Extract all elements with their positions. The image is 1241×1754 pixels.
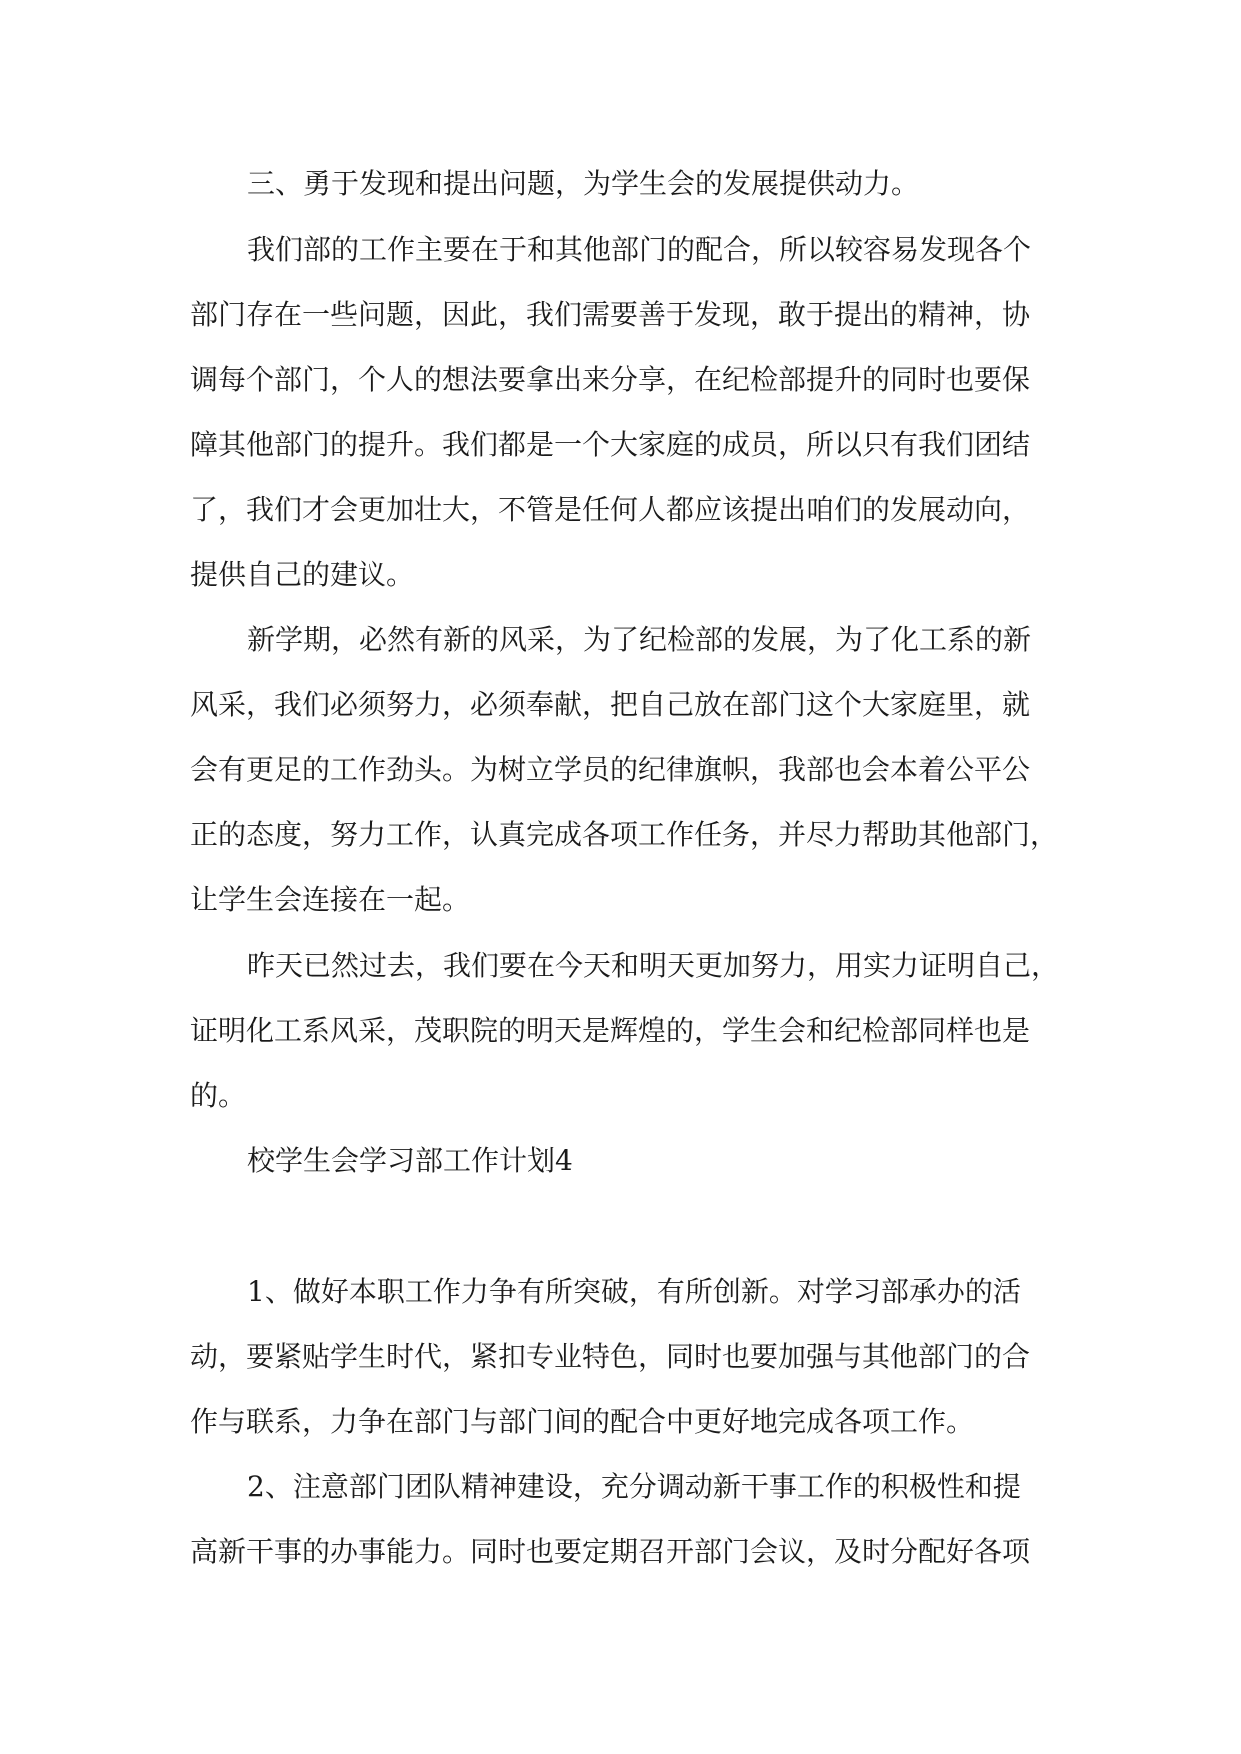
paragraph-line: 障其他部门的提升。我们都是一个大家庭的成员，所以只有我们团结 [190, 428, 1031, 461]
paragraph-heading-3: 三、勇于发现和提出问题，为学生会的发展提供动力。 [247, 167, 920, 200]
paragraph-line: 调每个部门，个人的想法要拿出来分享，在纪检部提升的同时也要保 [190, 363, 1031, 396]
paragraph-line: 部门存在一些问题，因此，我们需要善于发现，敢于提出的精神，协 [190, 298, 1031, 331]
paragraph-line: 风采，我们必须努力，必须奉献，把自己放在部门这个大家庭里，就 [190, 688, 1031, 721]
paragraph-line: 新学期，必然有新的风采，为了纪检部的发展，为了化工系的新 [247, 623, 1032, 656]
paragraph-line: 正的态度，努力工作，认真完成各项工作任务，并尽力帮助其他部门， [190, 818, 1059, 851]
paragraph-line: 2、注意部门团队精神建设，充分调动新干事工作的积极性和提 [247, 1470, 1021, 1503]
paragraph-line: 作与联系，力争在部门与部门间的配合中更好地完成各项工作。 [190, 1405, 975, 1438]
paragraph-line: 昨天已然过去，我们要在今天和明天更加努力，用实力证明自己， [247, 949, 1060, 982]
paragraph-line: 1、做好本职工作力争有所突破，有所创新。对学习部承办的活 [247, 1275, 1021, 1308]
paragraph-line: 让学生会连接在一起。 [190, 883, 471, 916]
paragraph-line: 了，我们才会更加壮大，不管是任何人都应该提出咱们的发展动向， [190, 493, 1031, 526]
section-title: 校学生会学习部工作计划4 [247, 1144, 573, 1177]
paragraph-line: 会有更足的工作劲头。为树立学员的纪律旗帜，我部也会本着公平公 [190, 753, 1031, 786]
paragraph-line: 提供自己的建议。 [190, 558, 415, 591]
paragraph-line: 我们部的工作主要在于和其他部门的配合，所以较容易发现各个 [247, 233, 1032, 266]
paragraph-line: 的。 [190, 1079, 247, 1112]
paragraph-line: 证明化工系风采，茂职院的明天是辉煌的，学生会和纪检部同样也是 [190, 1014, 1031, 1047]
paragraph-line: 动，要紧贴学生时代，紧扣专业特色，同时也要加强与其他部门的合 [190, 1340, 1031, 1373]
paragraph-line: 高新干事的办事能力。同时也要定期召开部门会议，及时分配好各项 [190, 1535, 1031, 1568]
